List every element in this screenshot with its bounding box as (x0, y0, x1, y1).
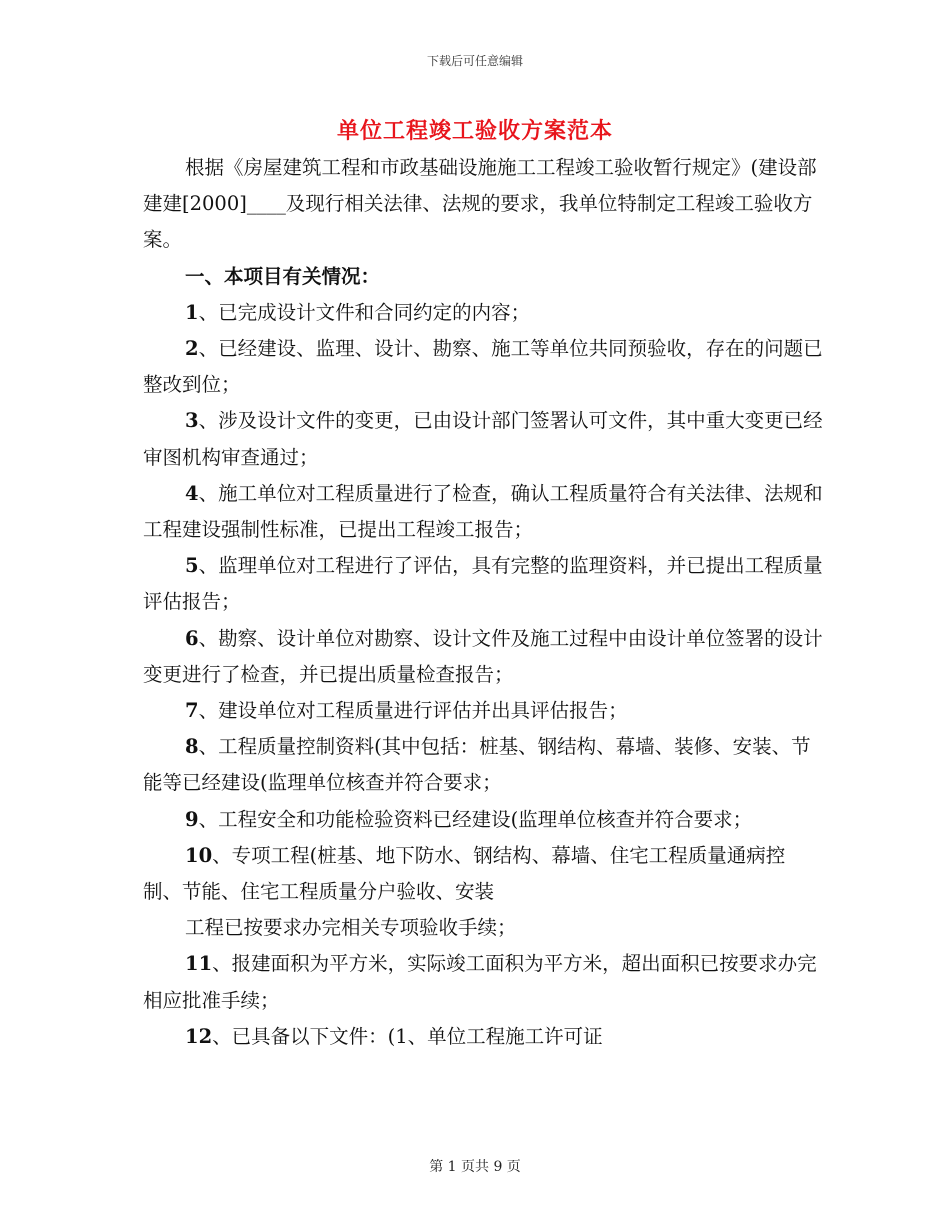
item-number: 9 (185, 807, 199, 831)
item-number: 5 (185, 554, 199, 578)
list-item (143, 729, 823, 801)
item-text: 、报建面积为平方米，实际竣工面积为平方米，超出面积已按要求办完相应批准手续； (143, 952, 817, 1012)
item-text: 、勘察、设计单位对勘察、设计文件及施工过程中由设计单位签署的设计变更进行了检查，并已提出质量检查报告； (143, 626, 823, 686)
list-item (143, 1019, 823, 1055)
item-number: 6 (185, 626, 199, 650)
item-text: 、监理单位对工程进行了评估，具有完整的监理资料，并已提出工程质量评估报告； (143, 554, 823, 614)
item-number: 8 (185, 735, 199, 759)
list-item (143, 476, 823, 548)
section-heading (143, 259, 823, 295)
item-number: 4 (185, 481, 199, 505)
item-text: 、已完成设计文件和合同约定的内容； (198, 300, 531, 324)
page-footer: 第 1 页共 9 页 (429, 1159, 521, 1175)
item-number: 3 (185, 409, 199, 433)
item-number: 12 (185, 1024, 213, 1048)
paragraph-intro (143, 150, 823, 259)
list-item (143, 621, 823, 693)
item-text: 、已经建设、监理、设计、勘察、施工等单位共同预验收，存在的问题已整改到位； (143, 337, 823, 397)
header-note: 下载后可任意编辑 (426, 54, 523, 68)
list-item (143, 838, 823, 910)
item-text: 、施工单位对工程质量进行了检查，确认工程质量符合有关法律、法规和工程建设强制性标准，已提出工程竣工报告； (143, 481, 823, 542)
item-number: 7 (185, 699, 199, 723)
item-text: 、涉及设计文件的变更，已由设计部门签署认可文件，其中重大变更已经审图机构审查通过； (143, 409, 823, 469)
item-text: 、已具备以下文件：(1、单位工程施工许可证 (212, 1024, 603, 1048)
list-item (143, 693, 823, 729)
item-number: 10 (185, 843, 213, 867)
list-item (143, 331, 823, 403)
item-number: 2 (185, 337, 199, 361)
list-item-continuation (143, 910, 823, 946)
item-text: 、工程质量控制资料(其中包括：桩基、钢结构、幕墙、装修、安装、节能等已经建设(监理单位核查并符合要求； (143, 735, 811, 795)
document-body (143, 150, 823, 1055)
item-number: 11 (185, 952, 213, 976)
item-text: 、工程安全和功能检验资料已经建设(监理单位核查并符合要求； (198, 807, 753, 831)
item-text: 、建设单位对工程质量进行评估并出具评估报告； (198, 699, 628, 723)
list-item (143, 548, 823, 620)
list-item (143, 946, 823, 1018)
list-item (143, 295, 823, 331)
item-number: 1 (185, 300, 199, 324)
paragraph-text: 根据《房屋建筑工程和市政基础设施施工工程竣工验收暂行规定》(建设部建建[2000]____及现行相关法律、法规的要求，我单位特制定工程竣工验收方案。 (143, 156, 817, 252)
item-text: 、专项工程(桩基、地下防水、钢结构、幕墙、住宅工程质量通病控制、节能、住宅工程质量分户验收、安装 (143, 843, 786, 904)
section-heading-text: 一、本项目有关情况： (185, 264, 381, 288)
list-item (143, 403, 823, 475)
document-title: 单位工程竣工验收方案范本 (336, 118, 613, 144)
item-text: 工程已按要求办完相关专项验收手续； (185, 916, 517, 940)
list-item (143, 802, 823, 838)
